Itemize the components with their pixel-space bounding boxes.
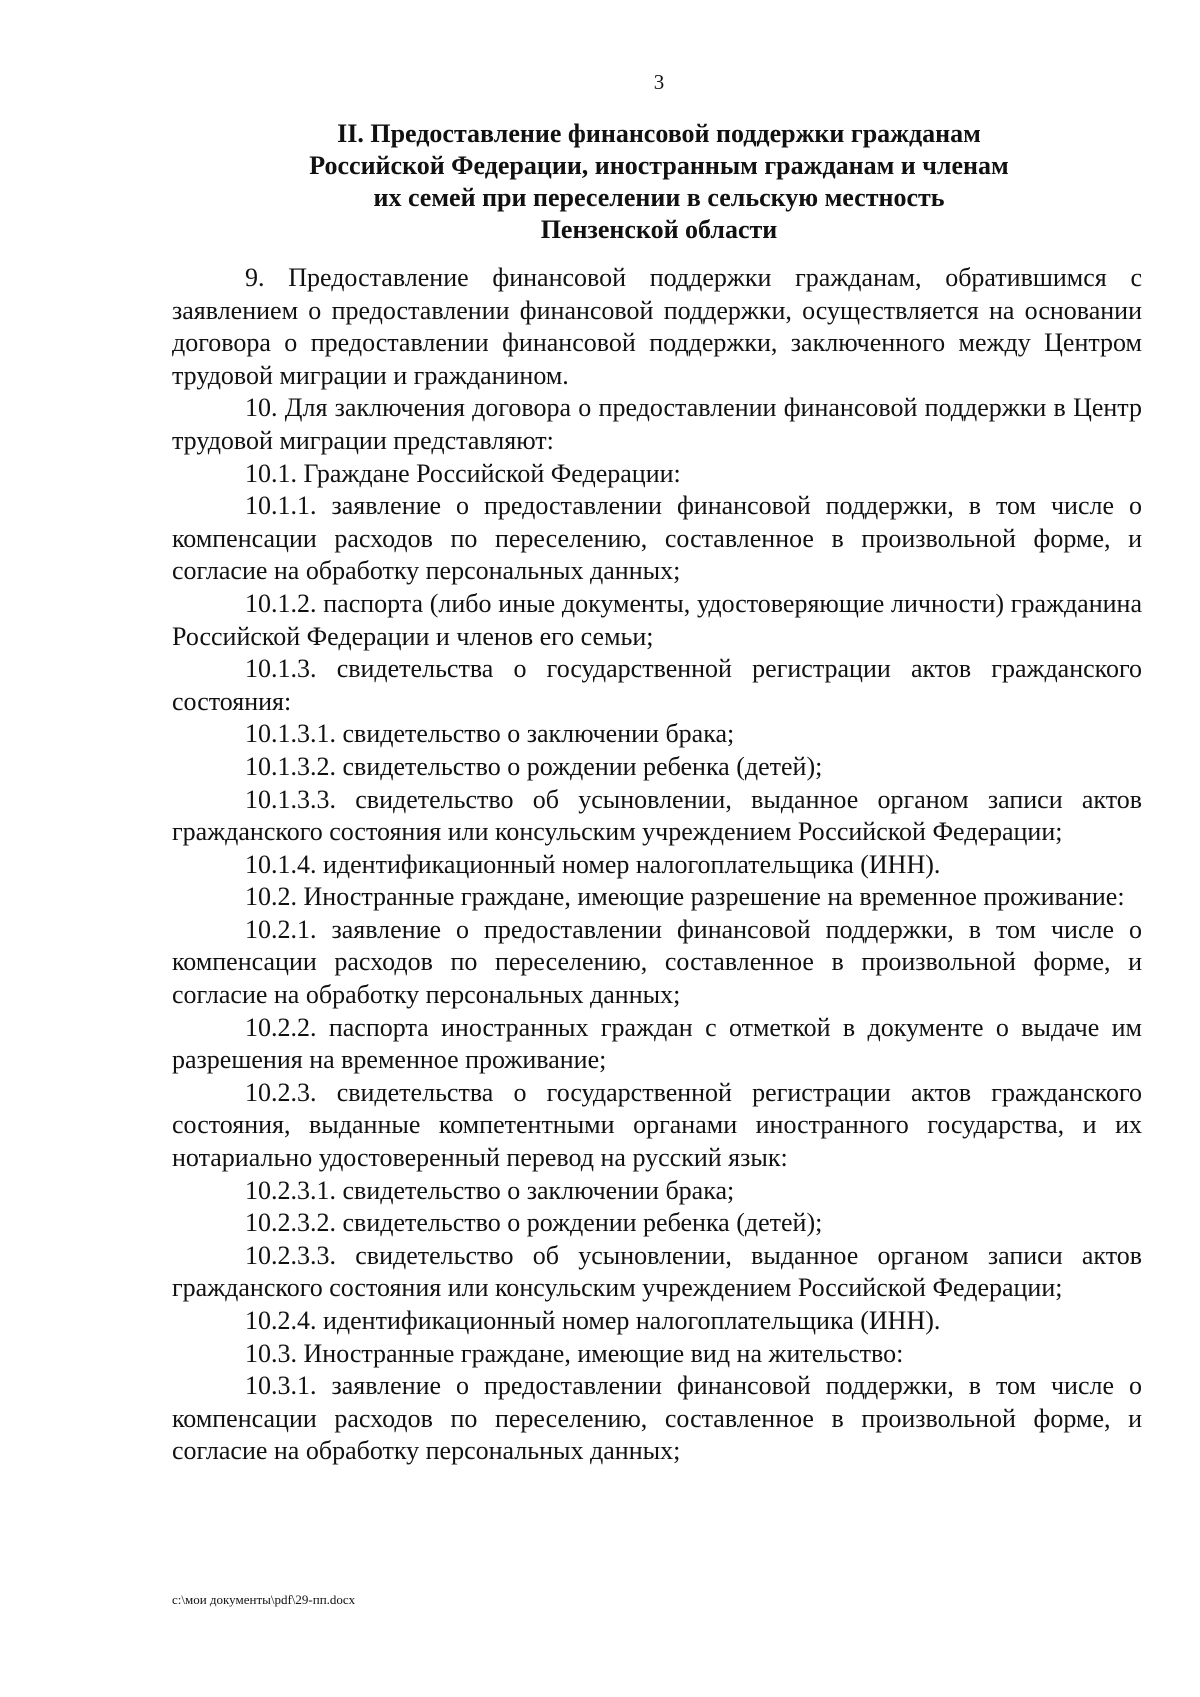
title-line: их семей при переселении в сельскую местность xyxy=(373,183,945,212)
paragraph-10-1: 10.1. Граждане Российской Федерации: xyxy=(245,458,681,488)
paragraph-10-2-3-1: 10.2.3.1. свидетельство о заключении брака; xyxy=(245,1175,735,1205)
paragraph-10-3-1: 10.3.1. заявление о предоставлении финансовой поддержки, в том числе о компенсации расходов по переселению, составленное в произвольной форме, и согласие на обработку персональных данных; xyxy=(172,1371,1142,1466)
paragraph-10-2-4: 10.2.4. идентификационный номер налогоплательщика (ИНН). xyxy=(245,1306,941,1335)
paragraph-10: 10. Для заключения договора о предоставлении финансовой поддержки в Центр трудовой миграции представляют: xyxy=(172,393,1142,455)
paragraph-10-1-3-3: 10.1.3.3. свидетельство об усыновлении, выданное органом записи актов гражданского состояния или консульским учреждением Российской Федерации; xyxy=(172,784,1142,847)
title-line: II. Предоставление финансовой поддержки гражданам xyxy=(337,119,981,148)
title-line: Пензенской области xyxy=(540,215,778,244)
paragraph-10-2-3: 10.2.3. свидетельства о государственной регистрации актов гражданского состояния, выданные компетентными органами иностранного государства, и их нотариально удостоверенный перевод на русский язык: xyxy=(172,1077,1142,1173)
paragraph-10-3: 10.3. Иностранные граждане, имеющие вид на жительство: xyxy=(245,1338,904,1368)
section-title xyxy=(172,118,1146,246)
paragraph-10-2-1: 10.2.1. заявление о предоставлении финансовой поддержки, в том числе о компенсации расходов по переселению, составленное в произвольной форме, и согласие на обработку персональных данных; xyxy=(172,914,1142,1010)
paragraph-10-1-1: 10.1.1. заявление о предоставлении финансовой поддержки, в том числе о компенсации расходов по переселению, составленное в произвольной форме, и согласие на обработку персональных данных; xyxy=(172,491,1142,586)
file-path-footer: c:\мои документы\pdf\29-пп.docx xyxy=(172,1592,356,1607)
paragraph-9: 9. Предоставление финансовой поддержки гражданам, обратившимся с заявлением о предоставлении финансовой поддержки, осуществляется на основании договора о предоставлении финансовой поддержки, заключенного между Центром трудовой миграции и гражданином. xyxy=(172,263,1142,390)
paragraph-10-2-3-3: 10.2.3.3. свидетельство об усыновлении, выданное органом записи актов гражданского состояния или консульским учреждением Российской Федерации; xyxy=(172,1240,1142,1303)
page-number: 3 xyxy=(653,70,665,94)
paragraph-10-2-2: 10.2.2. паспорта иностранных граждан с отметкой в документе о выдаче им разрешения на временное проживание; xyxy=(172,1012,1142,1075)
title-line: Российской Федерации, иностранным гражданам и членам xyxy=(309,151,1009,180)
document-body xyxy=(172,262,1142,1468)
paragraph-10-1-3-1: 10.1.3.1. свидетельство о заключении брака; xyxy=(245,719,735,749)
paragraph-10-1-3: 10.1.3. свидетельства о государственной регистрации актов гражданского состояния: xyxy=(172,654,1142,716)
paragraph-10-1-4: 10.1.4. идентификационный номер налогоплательщика (ИНН). xyxy=(245,849,941,879)
paragraph-10-2: 10.2. Иностранные граждане, имеющие разрешение на временное проживание: xyxy=(245,882,1125,912)
paragraph-10-1-3-2: 10.1.3.2. свидетельство о рождении ребенка (детей); xyxy=(245,751,823,781)
paragraph-10-2-3-2: 10.2.3.2. свидетельство о рождении ребенка (детей); xyxy=(245,1208,823,1238)
paragraph-10-1-2: 10.1.2. паспорта (либо иные документы, удостоверяющие личности) гражданина Российской Федерации и членов его семьи; xyxy=(172,588,1142,651)
